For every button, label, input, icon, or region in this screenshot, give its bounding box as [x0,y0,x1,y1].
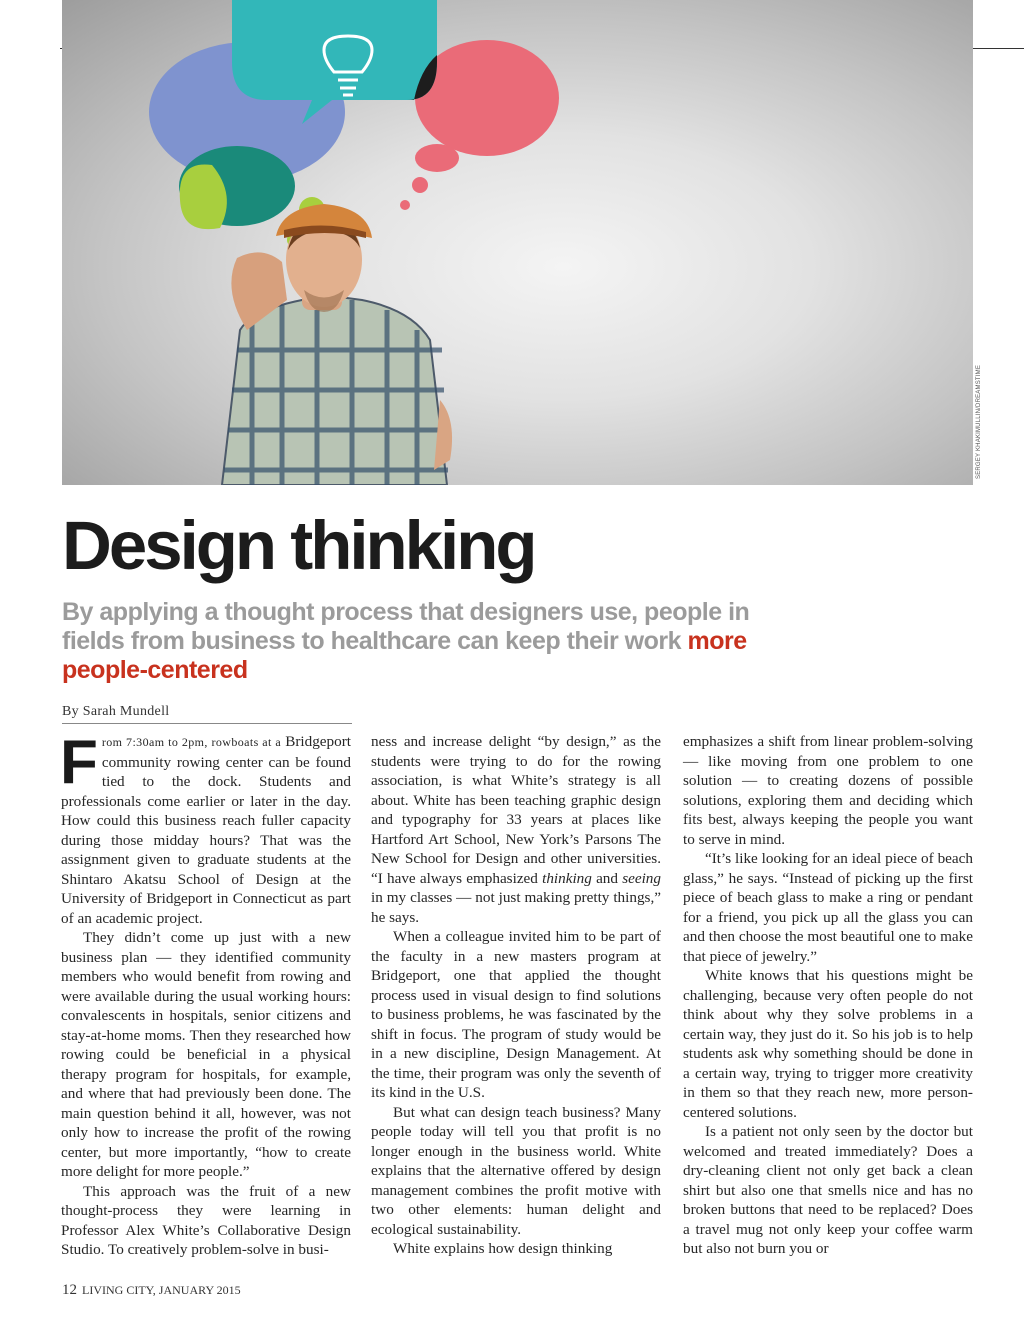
paragraph: Is a patient not only seen by the doctor but welcomed and treated immediately? Does a dry-cleaning client not only get back a clean shirt but also one that smells nice and has no broken buttons that need to be replaced? Does a travel mug not only keep your coffee warm but also not burn you or [683,1123,973,1257]
paragraph: ness and increase delight “by design,” as the students were trying to do for the rowing association, is what White’s strategy is all about. White has been teaching graphic design and typography for 33 years at places like Hartford Art School, New York’s Parsons The New School for Design and other universities. “I have always emphasized thinking and seeing in my classes — not just making pretty things,” he says. [371,733,661,926]
page-folio [62,1282,241,1299]
lead-paragraph: From 7:30am to 2pm, rowboats at a Bridgeport community rowing center can be found tied to the dock. Students and professionals come earlier or later in the day. How could this business reach fuller capacity during those midday hours? That was the assignment given to graduate students at the Shintaro Akatsu School of Design at the University of Bridgeport in Connecticut as part of an academic project. [60,728,351,927]
paragraph: emphasizes a shift from linear problem-solving — like moving from one problem to one solution — to creating dozens of possible solutions, exploring them and deciding which fits best, always keeping the people you want to serve in mind. [683,733,973,848]
drop-cap: F [60,728,98,797]
article-column-2 [371,732,661,1259]
header-rule-right [973,48,1024,49]
hero-illustration [62,0,973,485]
hero-photo [62,0,973,485]
article-column-3 [683,732,973,1259]
man-figure [222,204,452,485]
article-title: Design thinking [62,507,535,584]
lead-smallcaps: rom 7:30am to 2pm, rowboats at a [101,735,282,749]
paragraph: When a colleague invited him to be part of the faculty in a new masters program at Bridgeport, one that applied the thought process used in visual design to find solutions to business problems, he was fascinated by the shift in focus. The program of study would be in a new discipline, Design Management. At the time, their program was only the seventh of its kind in the U.S. [371,928,661,1101]
paragraph: White knows that his questions might be challenging, because very often people do not think about why they solve problems in a certain way, they just do it. So his job is to help students ask why something should be done in a certain way, trying to trigger more creativity in them so that they reach new, more person-centered solutions. [683,967,973,1121]
byline: By Sarah Mundell [62,704,170,719]
publication-date: LIVING CITY, JANUARY 2015 [82,1283,241,1297]
deck-highlight: more people-centered [62,627,747,684]
article-column-1 [60,728,351,1260]
paragraph: But what can design teach business? Many people today will tell you that profit is no longer enough in the business world. White explains that the alternative offered by design management combines the profit motive with two other elements: human delight and ecological sustainability. [371,1103,661,1238]
paragraph: This approach was the fruit of a new thought-process they were learning in Professor Alex White’s Collaborative Design Studio. To creatively problem-solve in busi- [61,1182,351,1258]
byline-rule [62,723,352,724]
article-deck: By applying a thought process that designers use, people in fields from business to healthcare can keep their work more people-centered [62,598,750,684]
page-number: 12 [62,1282,77,1298]
paragraph: “It’s like looking for an ideal piece of beach glass,” he says. “Instead of picking up the first piece of beach glass to make a ring or pendant for a friend, you pick up all the glass you can and then choose the most beautiful one to make that piece of jewelry.” [683,850,973,965]
paragraph: They didn’t come up just with a new business plan — they identified community members who would benefit from rowing and were available during the usual working hours: convalescents in hospitals, senior citizens and stay-at-home moms. Then they researched how rowing could be beneficial in a physical therapy program for hospitals, for example, and where that had previously been done. The main question behind it all, however, was not only how to increase the profit of the rowing center, but more importantly, “how to create more delight for more people.” [61,929,351,1180]
paragraph: White explains how design thinking [393,1240,613,1257]
photo-credit: SERGEY KHAKIMULLIN/DREAMSTIME [976,364,982,479]
